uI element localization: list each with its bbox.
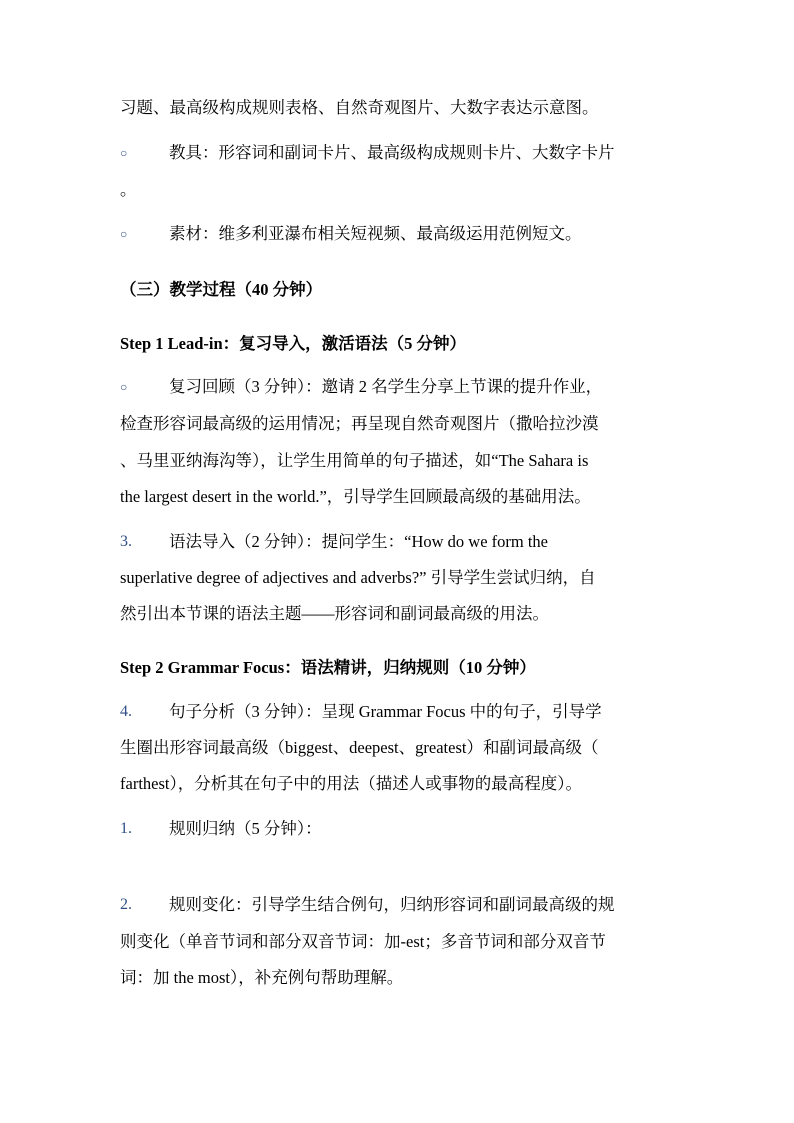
text-line-review-4: the largest desert in the world.”，引导学生回顾最高级的基础用法。 <box>120 487 591 506</box>
text-line-rule-change: 规则变化：引导学生结合例句，归纳形容词和副词最高级的规 <box>169 895 615 914</box>
text-line-rule-change-3: 词：加 the most），补充例句帮助理解。 <box>120 968 404 987</box>
text-line-period: 。 <box>120 180 137 199</box>
text-line-review: 复习回顾（3 分钟）：邀请 2 名学生分享上节课的提升作业， <box>169 377 603 396</box>
text-line-review-2: 检查形容词最高级的运用情况；再呈现自然奇观图片（撒哈拉沙漠 <box>120 414 599 433</box>
text-line-grammar-intro-2: superlative degree of adjectives and adverbs?” 引导学生尝试归纳，自 <box>120 568 596 587</box>
bullet-circle-icon: ○ <box>120 146 128 160</box>
list-number: 2. <box>120 896 132 913</box>
text-line-grammar-intro-3: 然引出本节课的语法主题——形容词和副词最高级的用法。 <box>120 604 549 623</box>
text-line-rule-summary: 规则归纳（5 分钟）： <box>169 819 322 838</box>
bullet-circle-icon: ○ <box>120 380 128 394</box>
text-line-review-3: 、马里亚纳海沟等），让学生用简单的句子描述，如“The Sahara is <box>120 451 589 470</box>
section-heading-teaching-process: （三）教学过程（40 分钟） <box>120 280 323 299</box>
text-line-sentence-analysis: 句子分析（3 分钟）：呈现 Grammar Focus 中的句子，引导学 <box>169 702 602 721</box>
text-line-teaching-aids: 教具：形容词和副词卡片、最高级构成规则卡片、大数字卡片 <box>169 143 615 162</box>
list-number: 1. <box>120 820 132 837</box>
text-line-grammar-intro: 语法导入（2 分钟）：提问学生：“How do we form the <box>169 532 549 551</box>
list-number: 3. <box>120 533 132 550</box>
list-number: 4. <box>120 703 132 720</box>
step-heading-grammar-focus: Step 2 Grammar Focus：语法精讲，归纳规则（10 分钟） <box>120 658 536 677</box>
bullet-circle-icon: ○ <box>120 227 128 241</box>
text-line-materials-cont: 习题、最高级构成规则表格、自然奇观图片、大数字表达示意图。 <box>120 98 599 117</box>
step-heading-lead-in: Step 1 Lead-in：复习导入，激活语法（5 分钟） <box>120 334 467 353</box>
text-line-resources: 素材：维多利亚瀑布相关短视频、最高级运用范例短文。 <box>169 224 582 243</box>
text-line-rule-change-2: 则变化（单音节词和部分双音节词：加-est；多音节词和部分双音节 <box>120 932 606 951</box>
text-line-sentence-analysis-2: 生圈出形容词最高级（biggest、deepest、greatest）和副词最高级（ <box>120 738 599 757</box>
text-line-sentence-analysis-3: farthest），分析其在句子中的用法（描述人或事物的最高程度）。 <box>120 774 582 793</box>
